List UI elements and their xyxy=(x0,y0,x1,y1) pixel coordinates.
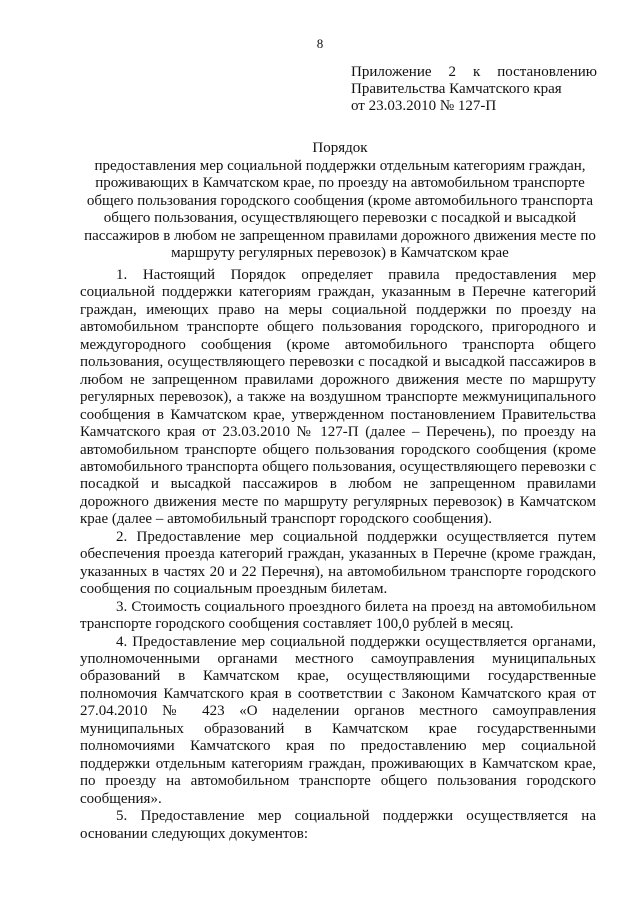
document-heading: Порядок xyxy=(312,140,368,156)
document-subtitle: предоставления мер социальной поддержки отдельным категориям граждан, проживающих в Камчатском крае, по проезду на автомобильном транспорте общего пользования городского сообщения (кроме автомобильного транспорта общего пользования, осуществляющего перевозки с посадкой и высадкой пассажиров в любом не запрещенном правилами дорожного движения месте по маршруту регулярных перевозок) в Камчатском крае xyxy=(84,157,596,261)
appendix-line-1: Приложение 2 к постановлению xyxy=(351,64,597,80)
paragraph-4: 4. Предоставление мер социальной поддержки осуществляется органами, уполномоченными органами местного самоуправления муниципальных образований в Камчатском крае, осуществляющими государственные полномочия Камчатского края в соответствии с Законом Камчатского края от 27.04.2010 № 423 «О наделении органов местного самоуправления муниципальных образований в Камчатском крае государственными полномочиями Камчатского края по предоставлению мер социальной поддержки отдельным категориям граждан, проживающих в Камчатском крае, по проезду на автомобильном транспорте общего пользования городского сообщения». xyxy=(80,633,596,807)
appendix-line-3: от 23.03.2010 № 127-П xyxy=(351,98,497,114)
paragraph-3: 3. Стоимость социального проездного билета на проезд на автомобильном транспорте городского сообщения составляет 100,0 рублей в месяц. xyxy=(80,598,596,633)
document-body xyxy=(80,267,596,843)
paragraph-5: 5. Предоставление мер социальной поддержки осуществляется на основании следующих документов: xyxy=(80,808,596,842)
appendix-line-2: Правительства Камчатского края xyxy=(351,81,562,97)
paragraph-2: 2. Предоставление мер социальной поддержки осуществляется путем обеспечения проезда категорий граждан, указанных в Перечне (кроме граждан, указанных в частях 20 и 22 Перечня), на автомобильном транспорте городского сообщения по социальным проездным билетам. xyxy=(80,528,596,598)
document-title xyxy=(80,140,600,263)
page-number: 8 xyxy=(316,36,324,51)
paragraph-1: 1. Настоящий Порядок определяет правила предоставления мер социальной поддержки категориям граждан, указанным в Перечне категорий граждан, имеющих право на меры социальной поддержки по проезду на автомобильном транспорте общего пользования городского, пригородного и междугородного сообщения (кроме автомобильного транспорта общего пользования, осуществляющего перевозки с посадкой и высадкой пассажиров в любом не запрещенном правилами дорожного движения месте по маршруту регулярных перевозок), а также на воздушном транспорте межмуниципального сообщения в Камчатском крае, утвержденном постановлением Правительства Камчатского края от 23.03.2010 № 127-П (далее – Перечень), по проезду на автомобильном транспорте общего пользования городского сообщения (кроме автомобильного транспорта общего пользования, осуществляющего перевозки с посадкой и высадкой пассажиров в любом не запрещенном правилами дорожного движения месте по маршруту регулярных перевозок) в Камчатском крае (далее – автомобильный транспорт городского сообщения). xyxy=(80,267,596,528)
appendix-block xyxy=(351,64,597,115)
